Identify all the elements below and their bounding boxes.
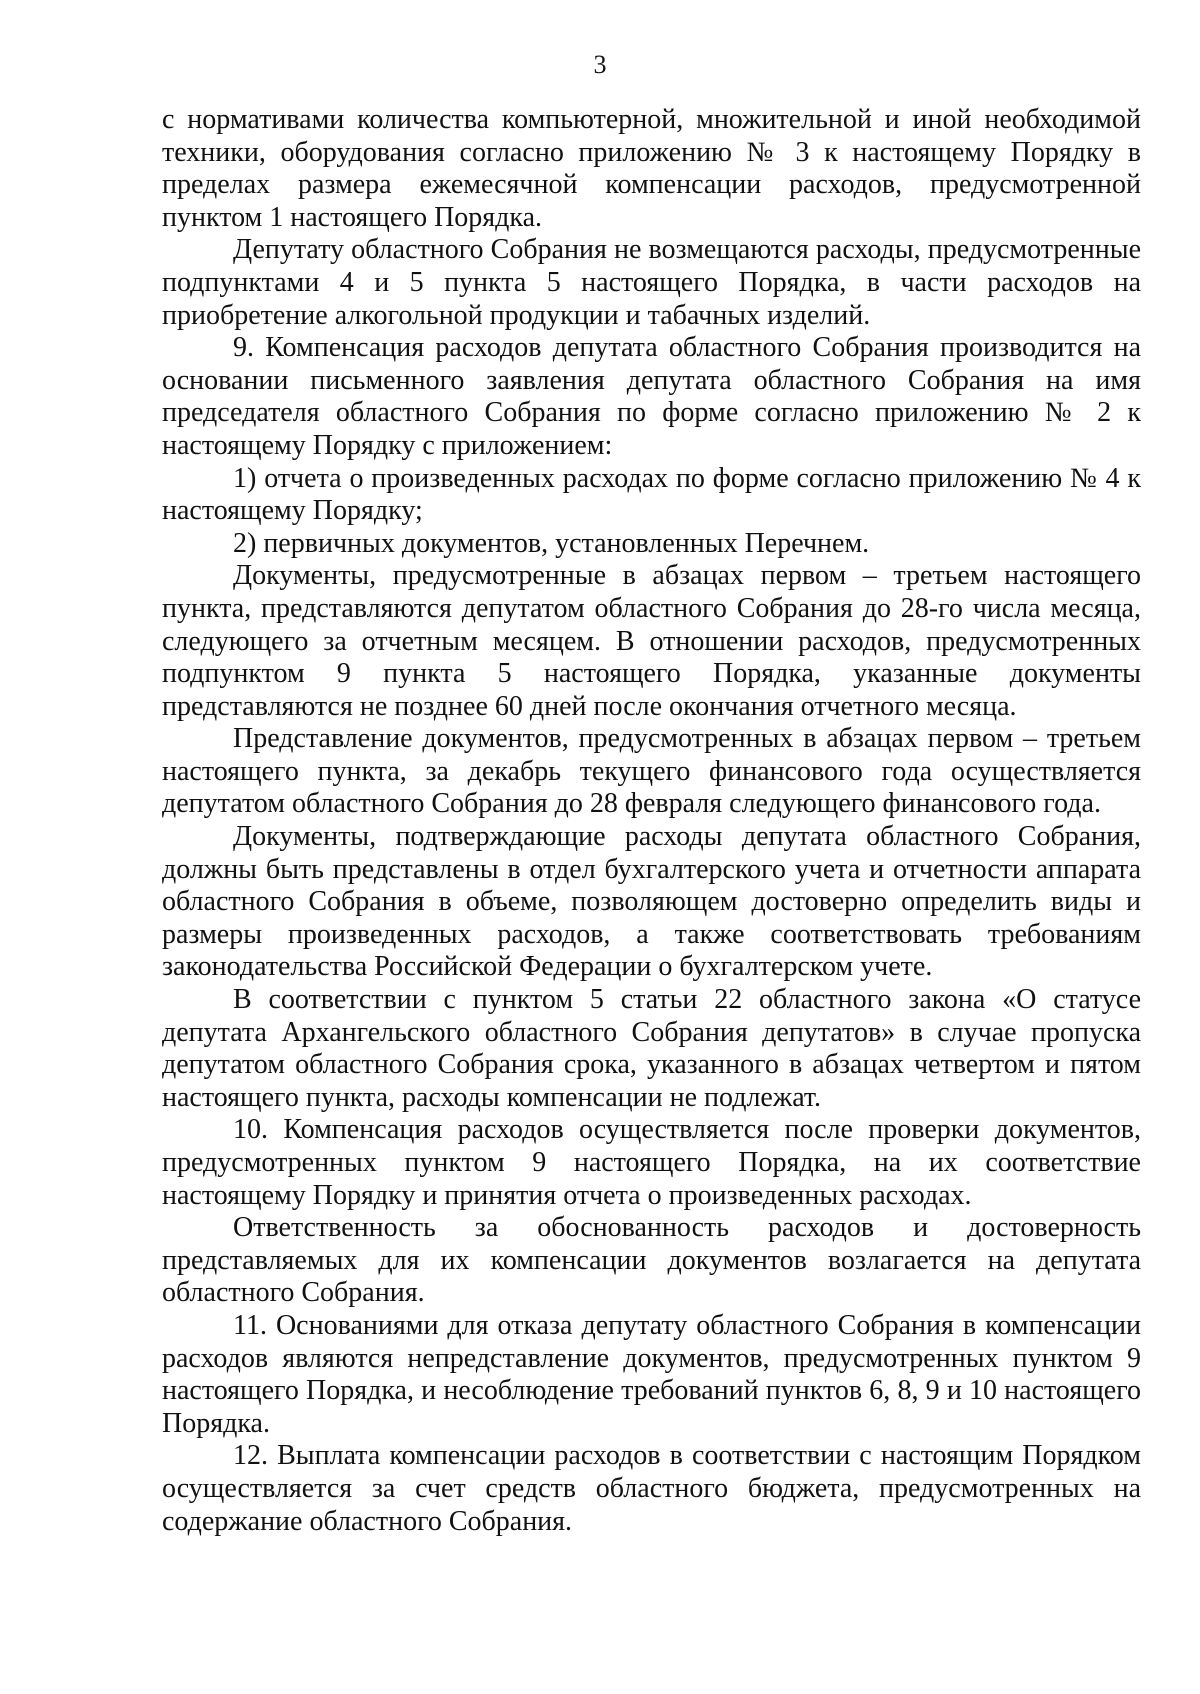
paragraph-deadline: Документы, предусмотренные в абзацах первом – третьем настоящего пункта, представляются депутатом областного Собрания до 28-го числа месяца, следующего за отчетным месяцем. В отношении расходов, предусмотренных подпунктом 9 пункта 5 настоящего Порядка, указанные документы представляются не позднее 60 дней после окончания отчетного месяца. <box>162 560 1141 722</box>
paragraph-item-9: 9. Компенсация расходов депутата областного Собрания производится на основании письменного заявления депутата областного Собрания на имя председателя областного Собрания по форме согласно приложению № 2 к настоящему Порядку с приложением: <box>162 332 1141 461</box>
paragraph-responsibility: Ответственность за обоснованность расходов и достоверность представляемых для их компенсации документов возлагается на депутата областного Собрания. <box>162 1212 1141 1309</box>
paragraph-subitem-2: 2) первичных документов, установленных Перечнем. <box>233 527 870 559</box>
paragraph-december: Представление документов, предусмотренных в абзацах первом – третьем настоящего пункта, за декабрь текущего финансового года осуществляется депутатом областного Собрания до 28 февраля следующего финансового года. <box>162 723 1141 820</box>
paragraph-accounting: Документы, подтверждающие расходы депутата областного Собрания, должны быть представлены в отдел бухгалтерского учета и отчетности аппарата областного Собрания в объеме, позволяющем достоверно определить виды и размеры произведенных расходов, а также соответствовать требованиям законодательства Российской Федерации о бухгалтерском учете. <box>162 821 1141 983</box>
paragraph-subitem-1: 1) отчета о произведенных расходах по форме согласно приложению № 4 к настоящему Порядку; <box>162 462 1141 527</box>
page-number: 3 <box>593 50 607 79</box>
paragraph-continuation: с нормативами количества компьютерной, множительной и иной необходимой техники, оборудования согласно приложению № 3 к настоящему Порядку в пределах размера ежемесячной компенсации расходов, предусмотренной пунктом 1 настоящего Порядка. <box>162 104 1141 233</box>
paragraph-alcohol-tobacco: Депутату областного Собрания не возмещаются расходы, предусмотренные подпунктами 4 и 5 пункта 5 настоящего Порядка, в части расходов на приобретение алкогольной продукции и табачных изделий. <box>162 234 1141 331</box>
paragraph-item-10: 10. Компенсация расходов осуществляется после проверки документов, предусмотренных пунктом 9 настоящего Порядка, на их соответствие настоящему Порядку и принятия отчета о произведенных расходах. <box>162 1114 1141 1211</box>
document-body <box>162 104 1141 1538</box>
paragraph-item-12: 12. Выплата компенсации расходов в соответствии с настоящим Порядком осуществляется за счет средств областного бюджета, предусмотренных на содержание областного Собрания. <box>162 1440 1141 1537</box>
paragraph-law-reference: В соответствии с пунктом 5 статьи 22 областного закона «О статусе депутата Архангельского областного Собрания депутатов» в случае пропуска депутатом областного Собрания срока, указанного в абзацах четвертом и пятом настоящего пункта, расходы компенсации не подлежат. <box>162 984 1141 1113</box>
paragraph-item-11: 11. Основаниями для отказа депутату областного Собрания в компенсации расходов являются непредставление документов, предусмотренных пунктом 9 настоящего Порядка, и несоблюдение требований пунктов 6, 8, 9 и 10 настоящего Порядка. <box>162 1309 1141 1439</box>
